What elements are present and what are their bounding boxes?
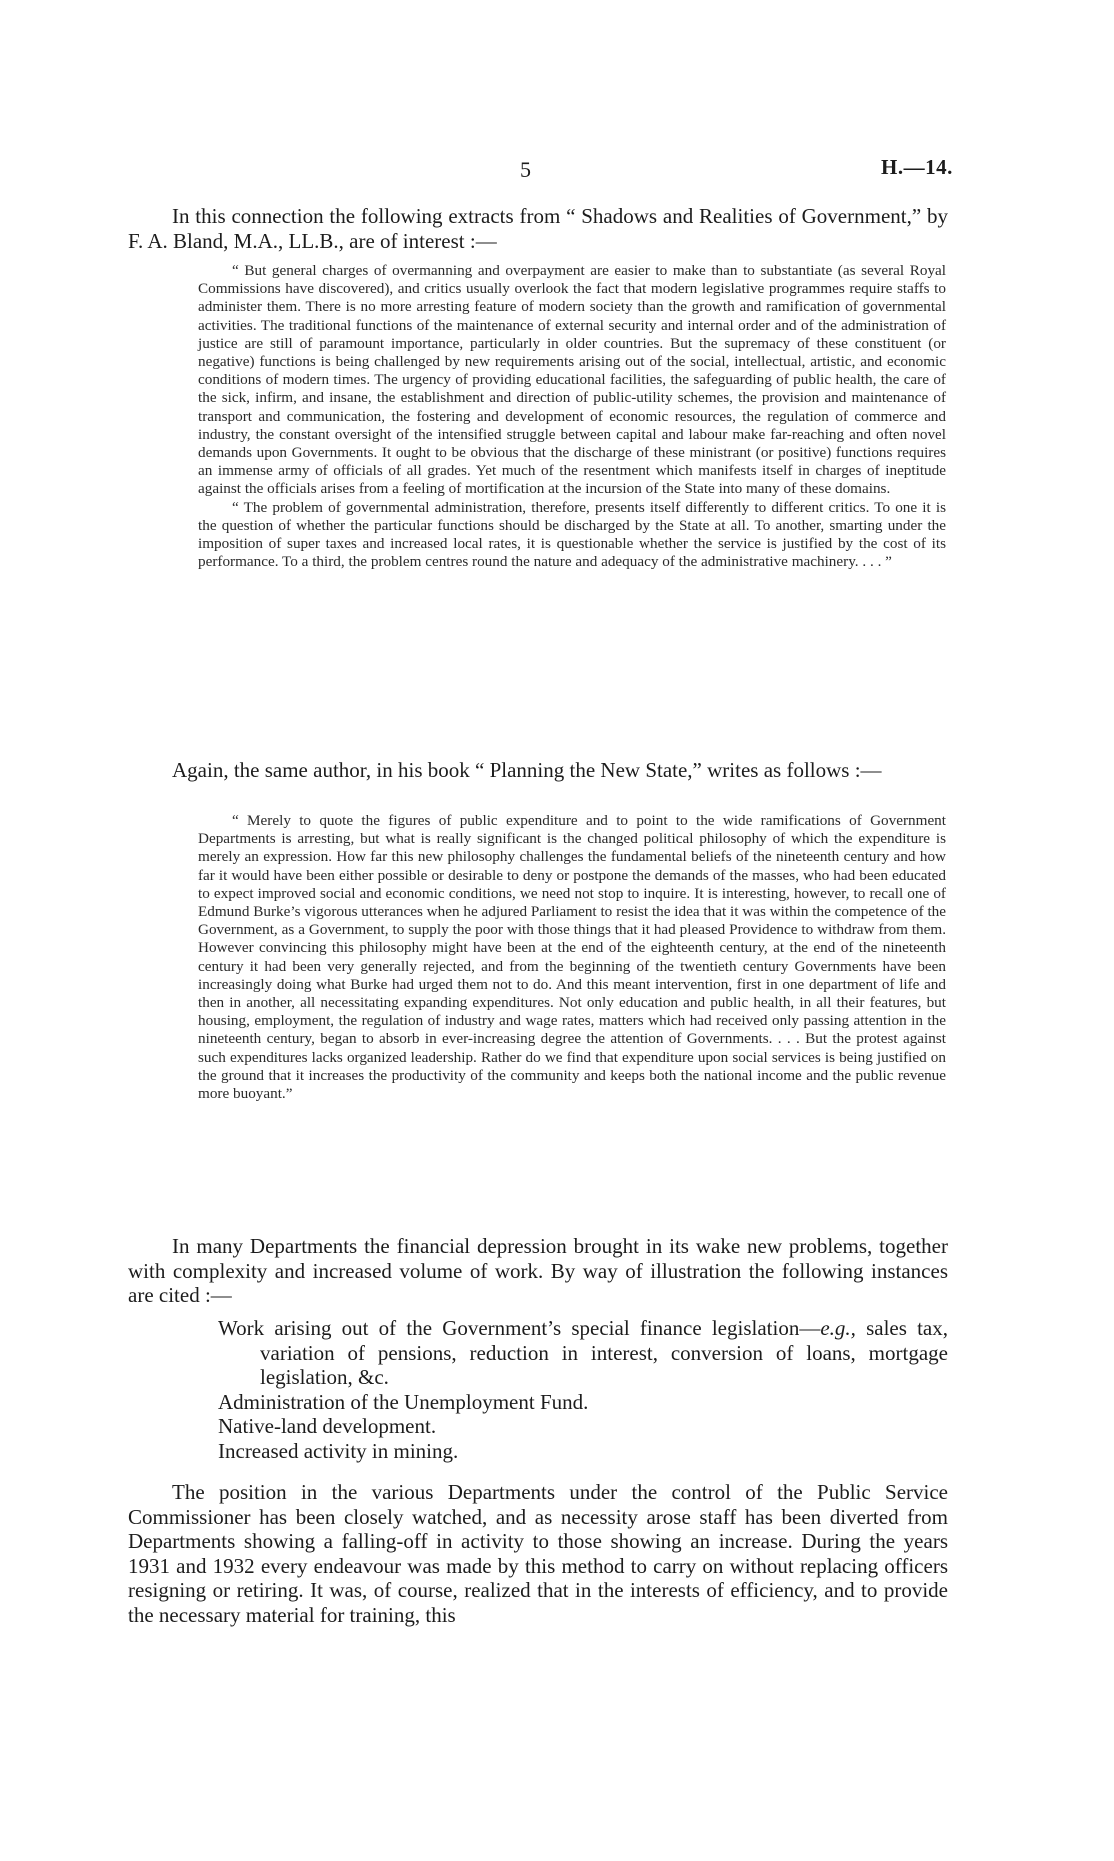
document-code: H.—14. [881,155,953,179]
bland-quote-block [198,262,946,571]
list-item: Administration of the Unemployment Fund. [218,1389,589,1414]
list-item: Work arising out of the Government’s special finance legislation—e.g., sales tax, variation of pensions, reduction in interest, conversion of loans, mortgage legislation, &c. [218,1316,949,1389]
quote-paragraph: “ The problem of governmental administration, therefore, presents itself differently to different critics. To one it is the question of whether the particular functions should be discharged by the State at all. To another, smarting under the imposition of super taxes and increased local rates, it is questionable whether the service is justified by the cost of its performance. To a third, the problem centres round the nature and adequacy of the administrative machinery. . . . ” [198,498,946,571]
again-paragraph: Again, the same author, in his book “ Planning the New State,” writes as follows :— [172,758,882,782]
quote-paragraph: “ Merely to quote the figures of public expenditure and to point to the wide ramifications of Government Departments is arresting, but what is really significant is the changed political philosophy of which the expenditure is merely an expression. How far this new philosophy challenges the fundamental beliefs of the nineteenth century and how far it would have been either possible or desirable to deny or postpone the demands of the masses, who had been educated to expect improved social and economic conditions, we need not stop to inquire. It is interesting, however, to recall one of Edmund Burke’s vigorous utterances when he adjured Parliament to resist the idea that it was within the competence of the Government, as a Government, to supply the poor with those things that it had pleased Providence to withdraw from them. However convincing this philosophy might have been at the end of the eighteenth century, at the end of the nineteenth century it had been very generally rejected, and from the beginning of the twentieth century Governments have been increasingly doing what Burke had urged them not to do. And this meant intervention, first in one department of life and then in another, all necessitating expanding expenditures. Not only education and public health, in all their features, but housing, employment, the regulation of industry and wage rates, matters which had received only passing attention in the nineteenth century, began to absorb in ever-increasing degree the attention of Governments. . . . But the protest against such expenditures lacks organized leadership. Rather do we find that expenditure upon social services is being justified on the ground that it increases the productivity of the community and keeps both the national income and the public revenue more buoyant.” [198,812,946,1103]
intro-paragraph: In this connection the following extracts from “ Shadows and Realities of Government,” by F. A. Bland, M.A., LL.B., are of interest :— [128,204,948,253]
departments-paragraph: In many Departments the financial depression brought in its wake new problems, together with complexity and increased volume of work. By way of illustration the following instances are cited :— [128,1234,948,1307]
list-item: Increased activity in mining. [218,1438,459,1463]
page-number: 5 [520,157,531,182]
position-paragraph: The position in the various Departments under the control of the Public Service Commissioner has been closely watched, and as necessity arose staff has been diverted from Departments showing a falling-off in activity to those showing an increase. During the years 1931 and 1932 every endeavour was made by this method to carry on without replacing officers resigning or retiring. It was, of course, realized that in the interests of efficiency, and to provide the necessary material for training, this [128,1480,948,1627]
instances-list [218,1316,948,1463]
planning-quote-block [198,812,946,1103]
quote-paragraph: “ But general charges of overmanning and overpayment are easier to make than to substantiate (as several Royal Commissions have discovered), and critics usually overlook the fact that modern legislative programmes require staffs to administer them. There is no more arresting feature of modern society than the growth and ramification of governmental activities. The traditional functions of the maintenance of external security and internal order and of the administration of justice are still of paramount importance, particularly in older countries. But the supremacy of these constituent (or negative) functions is being challenged by new requirements arising out of the social, intellectual, artistic, and economic conditions of modern times. The urgency of providing educational facilities, the safeguarding of public health, the care of the sick, infirm, and insane, the establishment and direction of public-utility schemes, the provision and maintenance of transport and communication, the fostering and development of economic resources, the regulation of commerce and industry, the constant oversight of the intensified struggle between capital and labour make far-reaching and often novel demands upon Governments. It ought to be obvious that the discharge of these ministrant (or positive) functions requires an immense army of officials of all grades. Yet much of the resentment which manifests itself in charges of ineptitude against the officials arises from a feeling of mortification at the incursion of the State into many of these domains. [198,262,946,498]
list-item: Native-land development. [218,1414,437,1438]
